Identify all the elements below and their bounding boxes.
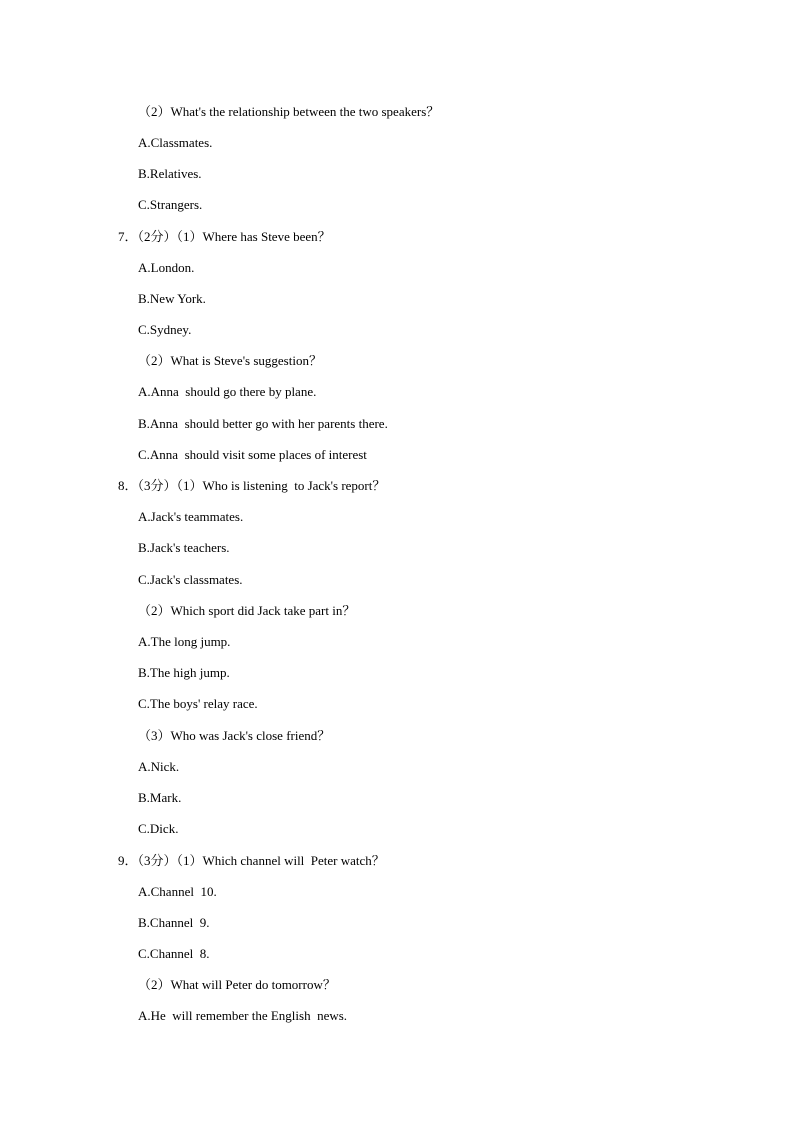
q7-part1-option-c: C.Sydney. — [138, 322, 192, 337]
q9-part1-option-a: A.Channel 10. — [138, 884, 217, 899]
q8-part1-option-a: A.Jack's teammates. — [138, 509, 244, 524]
q9-part2-prompt: （2）What will Peter do tomorrow？ — [138, 977, 336, 992]
q8-part2-prompt: （2）Which sport did Jack take part in？ — [138, 603, 356, 618]
q8-part3-prompt: （3）Who was Jack's close friend？ — [138, 728, 331, 743]
q7-part2-option-a: A.Anna should go there by plane. — [138, 384, 317, 399]
q7-part1-option-b: B.New York. — [138, 291, 206, 306]
q7-part2-option-b: B.Anna should better go with her parents there. — [138, 416, 388, 431]
q8-part2-option-b: B.The high jump. — [138, 665, 230, 680]
q8-part3-option-b: B.Mark. — [138, 790, 182, 805]
q6-part2-option-c: C.Strangers. — [138, 197, 203, 212]
q9-part2-option-a: A.He will remember the English news. — [138, 1008, 348, 1023]
q8-part1-option-c: C.Jack's classmates. — [138, 572, 243, 587]
q7-part2-option-c: C.Anna should visit some places of interest — [138, 447, 367, 462]
q8-header: 8．（3分）（1）Who is listening to Jack's report？ — [118, 478, 386, 493]
q7-part1-option-a: A.London. — [138, 260, 195, 275]
q8-part2-option-a: A.The long jump. — [138, 634, 231, 649]
q7-part2-prompt: （2）What is Steve's suggestion？ — [138, 353, 322, 368]
q7-header: 7．（2分）（1）Where has Steve been？ — [118, 229, 331, 244]
q8-part2-option-c: C.The boys' relay race. — [138, 696, 258, 711]
q6-part2-prompt: （2）What's the relationship between the two speakers？ — [138, 104, 440, 119]
q6-part2-option-a: A.Classmates. — [138, 135, 213, 150]
q8-part1-option-b: B.Jack's teachers. — [138, 540, 230, 555]
q9-part1-option-b: B.Channel 9. — [138, 915, 210, 930]
q8-part3-option-a: A.Nick. — [138, 759, 180, 774]
q6-part2-option-b: B.Relatives. — [138, 166, 202, 181]
q8-part3-option-c: C.Dick. — [138, 821, 179, 836]
q9-part1-option-c: C.Channel 8. — [138, 946, 210, 961]
q9-header: 9．（3分）（1）Which channel will Peter watch？ — [118, 853, 385, 868]
